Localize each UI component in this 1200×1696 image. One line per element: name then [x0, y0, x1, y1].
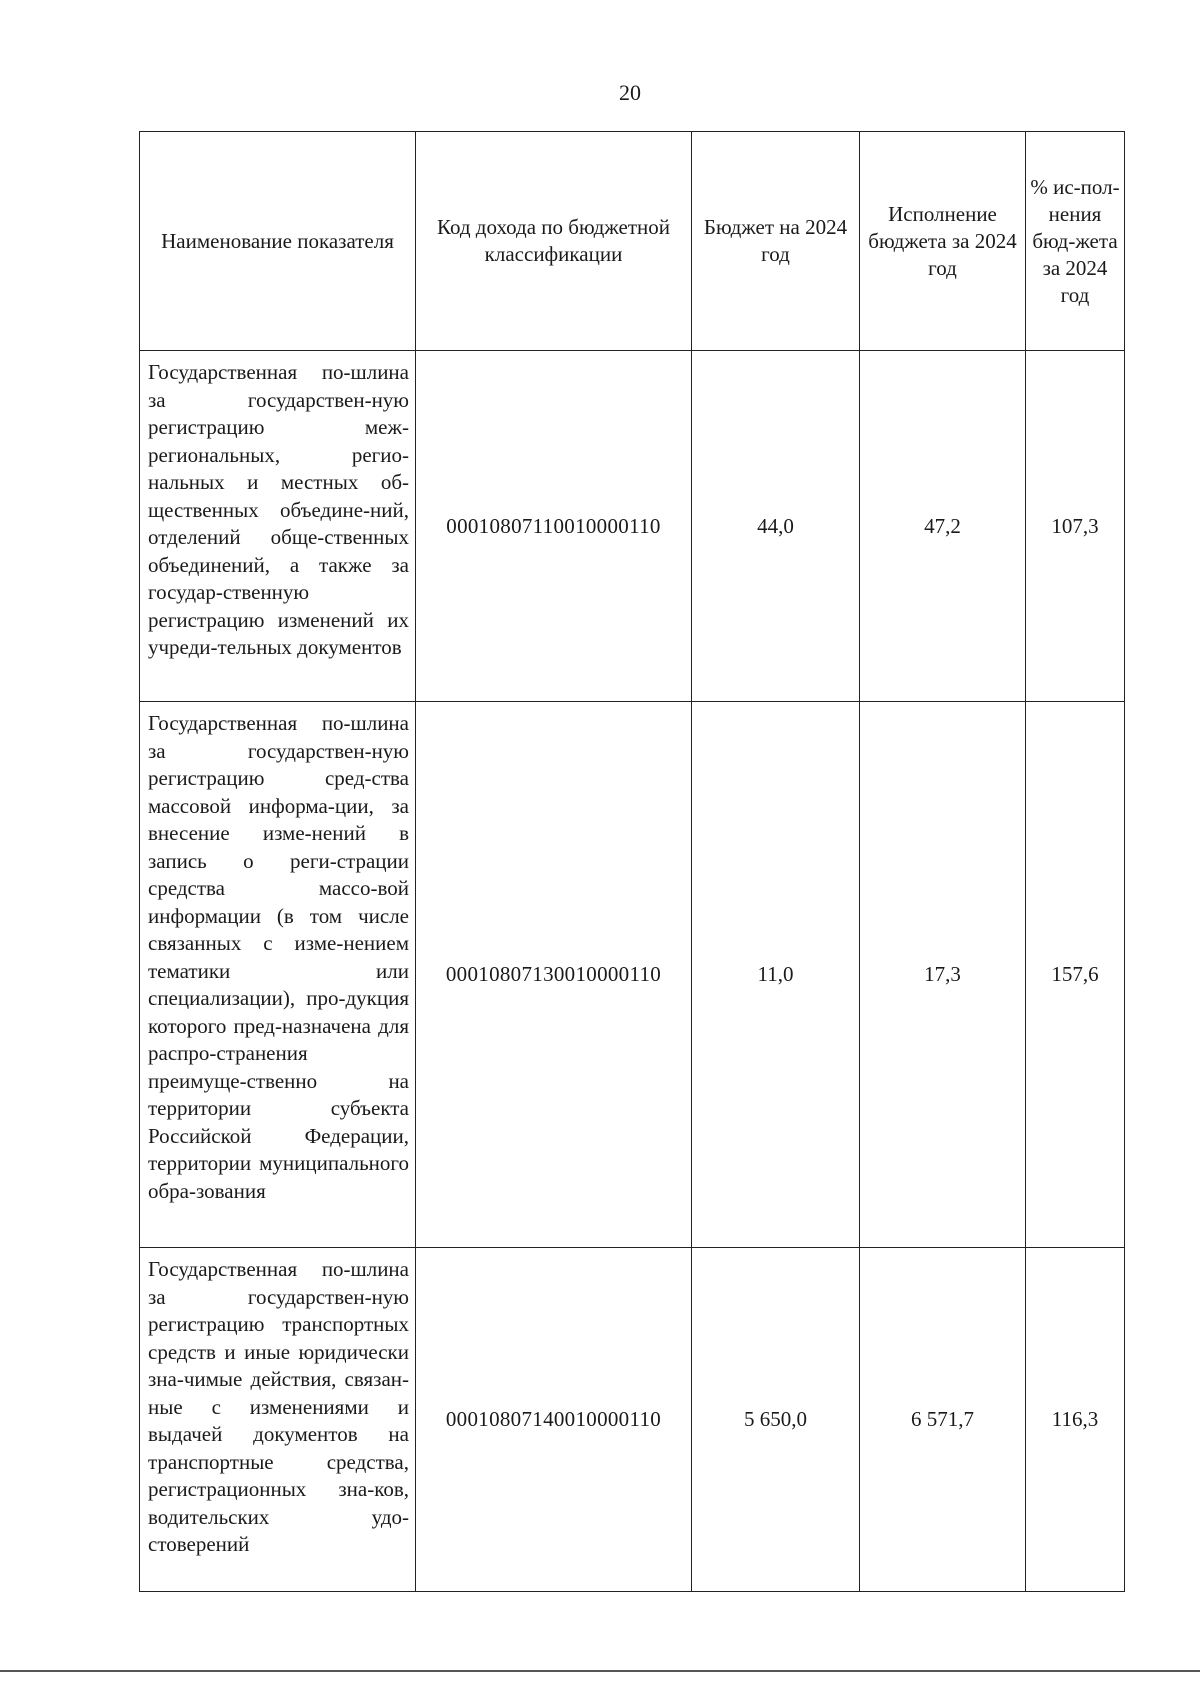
row-percent: 116,3 [1026, 1248, 1125, 1592]
row-execution: 47,2 [860, 351, 1026, 702]
table-row [140, 351, 1125, 702]
header-percent: % ис-пол-нения бюд-жета за 2024 год [1026, 132, 1125, 351]
table-row [140, 702, 1125, 1248]
budget-table [139, 131, 1125, 1592]
row-budget: 5 650,0 [692, 1248, 860, 1592]
row-percent: 107,3 [1026, 351, 1125, 702]
header-execution: Исполнение бюджета за 2024 год [860, 132, 1026, 351]
header-budget: Бюджет на 2024 год [692, 132, 860, 351]
row-name: Государственная по-шлина за государствен-ную регистрацию меж-региональных, регио-нальных и местных об-щественных объедине-ний, отделений обще-ственных объединений, а также за государ-ственную регистрацию изменений их учреди-тельных документов [140, 351, 416, 702]
row-name: Государственная по-шлина за государствен-ную регистрацию сред-ства массовой информа-ции, за внесение изме-нений в запись о реги-страции средства массо-вой информации (в том числе связанных с изме-нением тематики или специализации), про-дукция которого пред-назначена для распро-странения преимуще-ственно на территории субъекта Российской Федерации, территории муниципального обра-зования [140, 702, 416, 1248]
row-name: Государственная по-шлина за государствен-ную регистрацию транспортных средств и иные юридически зна-чимые действия, связан-ные с изменениями и выдачей документов на транспортные средства, регистрационных зна-ков, водительских удо-стоверений [140, 1248, 416, 1592]
row-code: 00010807130010000110 [416, 702, 692, 1248]
row-budget: 44,0 [692, 351, 860, 702]
table-row [140, 1248, 1125, 1592]
footer-rule [0, 1670, 1200, 1672]
page-number: 20 [619, 80, 641, 105]
table-header-row [140, 132, 1125, 351]
row-budget: 11,0 [692, 702, 860, 1248]
header-code: Код дохода по бюджетной классификации [416, 132, 692, 351]
header-name: Наименование показателя [140, 132, 416, 351]
row-execution: 6 571,7 [860, 1248, 1026, 1592]
row-execution: 17,3 [860, 702, 1026, 1248]
row-code: 00010807140010000110 [416, 1248, 692, 1592]
row-percent: 157,6 [1026, 702, 1125, 1248]
row-code: 00010807110010000110 [416, 351, 692, 702]
